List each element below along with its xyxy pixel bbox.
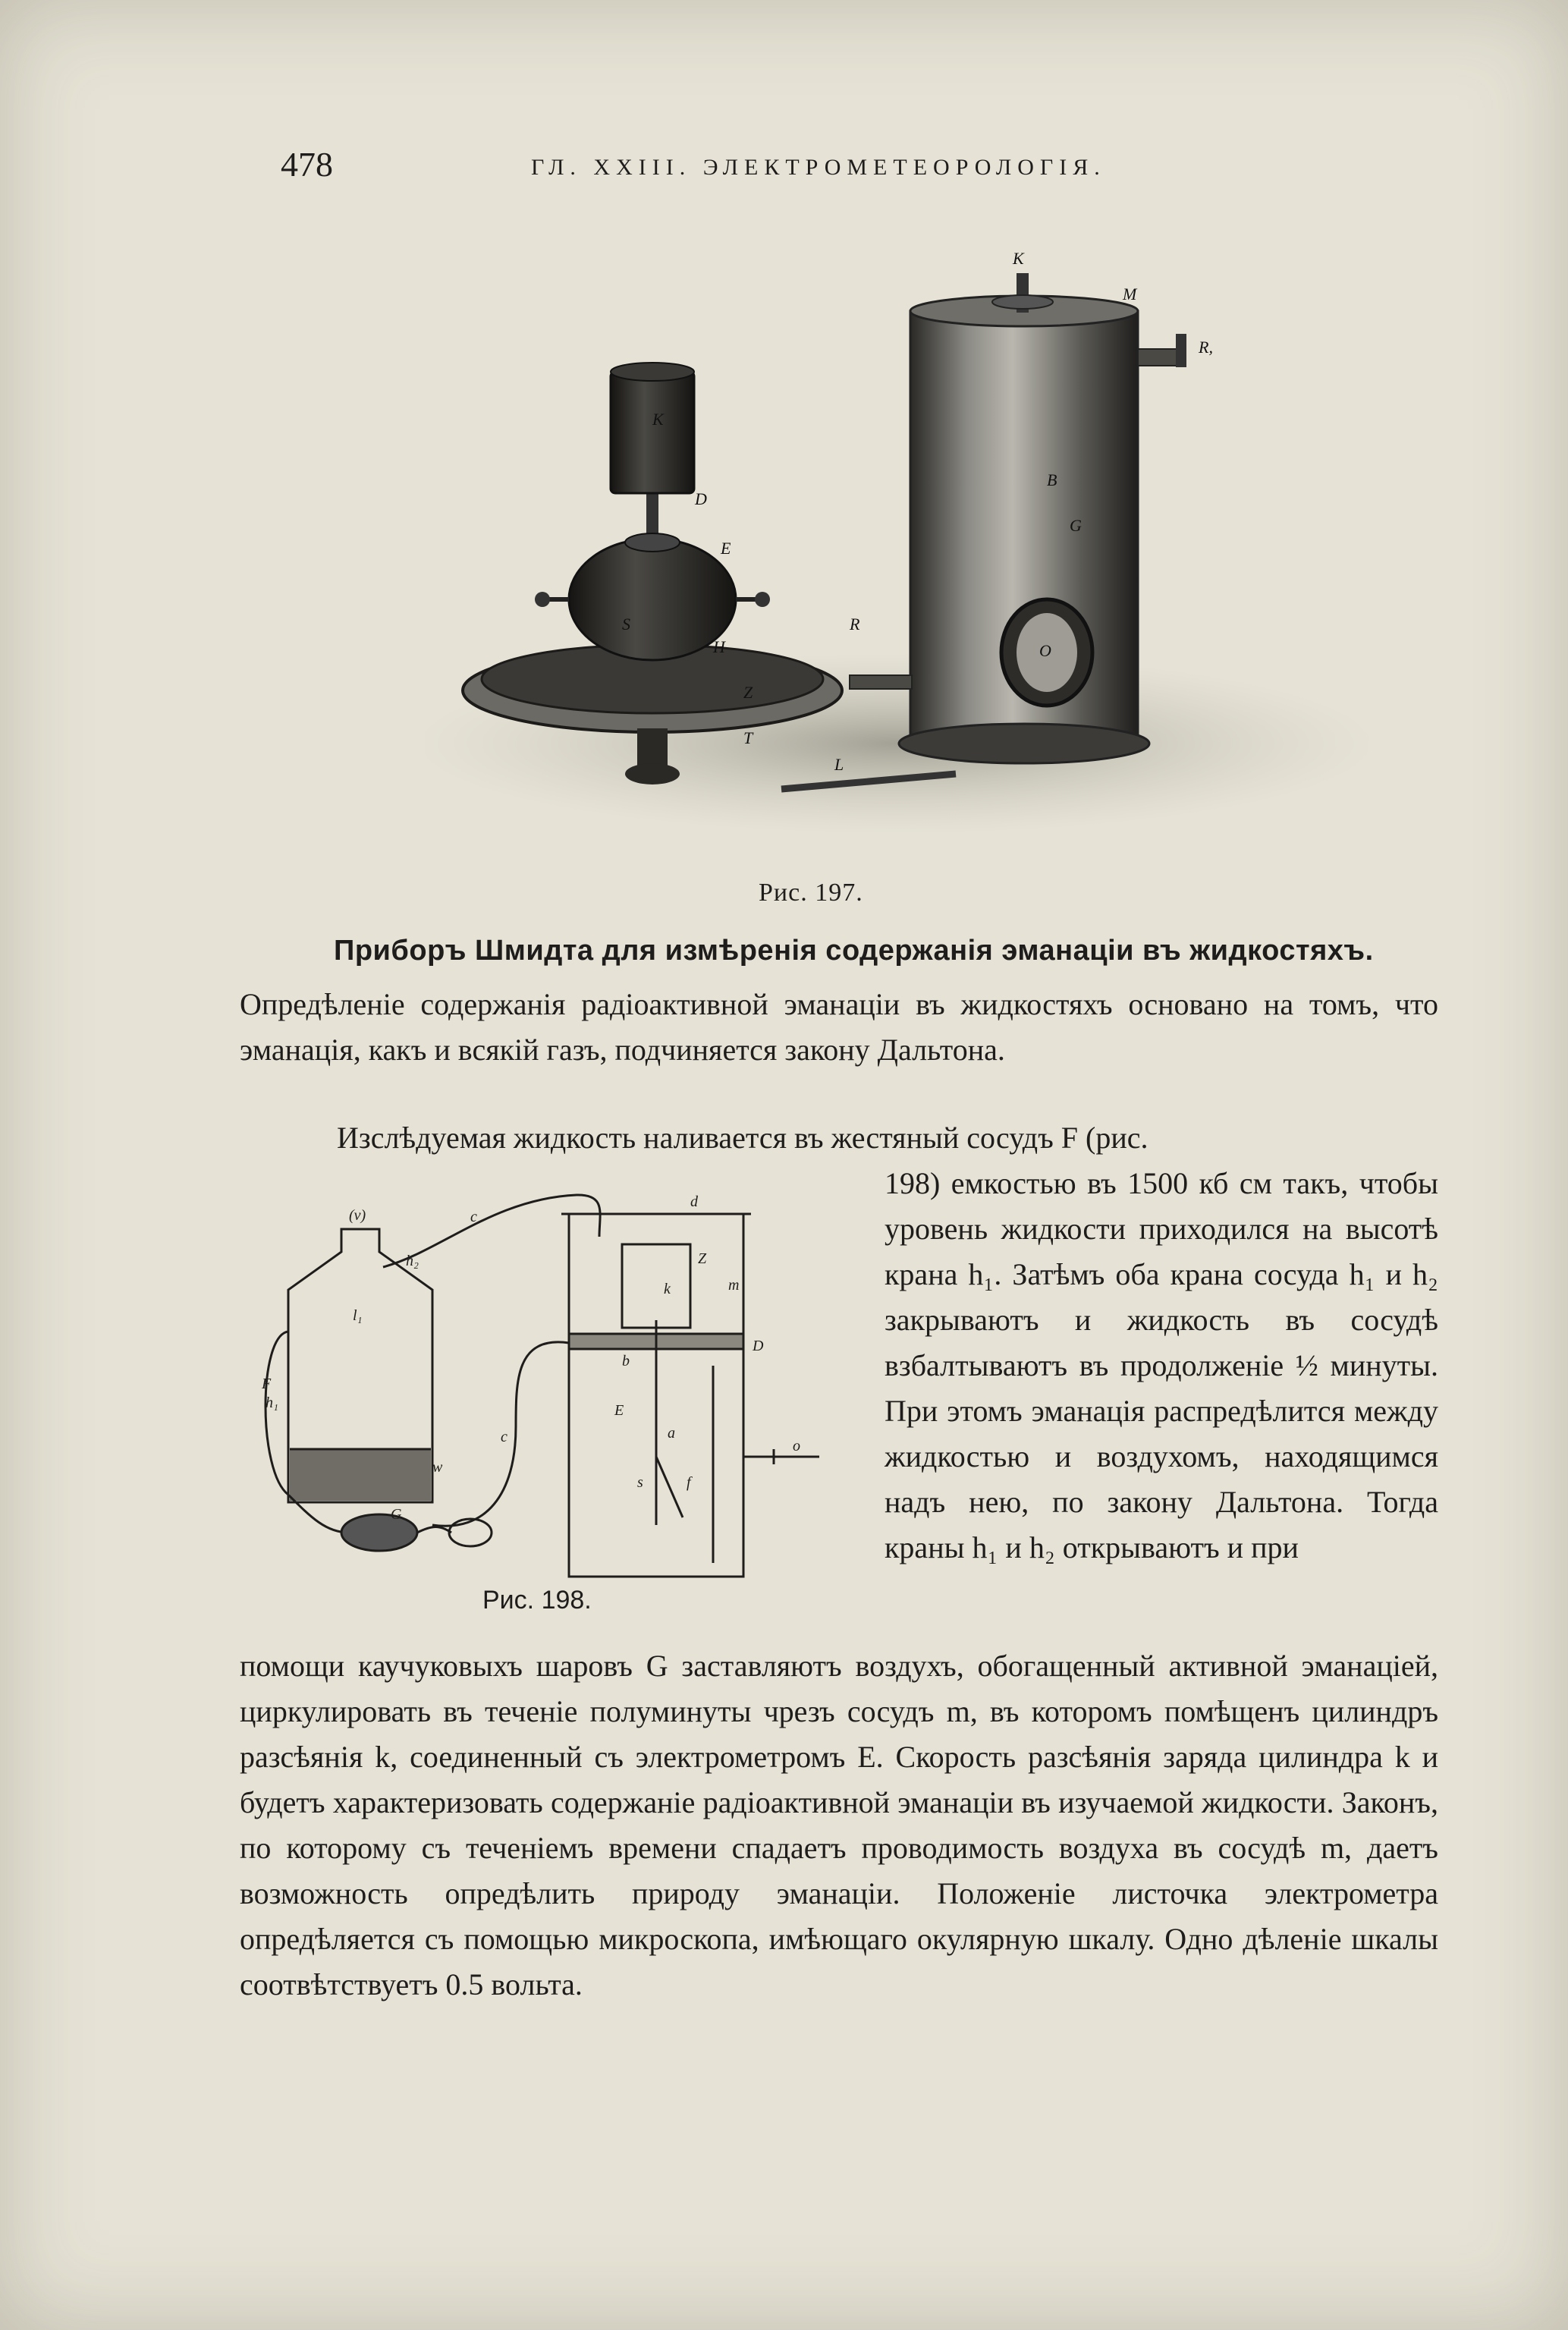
paragraph-2-rest: помощи каучуковыхъ шаровъ G заставляютъ воздухъ, обогащенный активной эманаціей, циркулировать въ теченіе полуминуты чрезъ сосудъ m, въ которомъ помѣщенъ цилиндръ разсѣянія k, соединенный съ электрометромъ E. Скорость разсѣянія заряда цилиндра k и будетъ характеризовать содержаніе радіоактивной эманаціи въ изучаемой жидкости. Законъ, по которому съ теченіемъ времени спадаетъ проводимость воздуха въ сосудѣ m, даетъ возможность опредѣлить природу эманаціи. Положеніе листочка электрометра опредѣляется съ помощью микроскопа, имѣющаго окулярную шкалу. Одно дѣленіе шкалы соотвѣтствуетъ 0.5 вольта. <box>240 1649 1438 2001</box>
fig198-label-h2: h₂ <box>406 1253 419 1269</box>
fig198-label-d: d <box>690 1193 698 1210</box>
label-r-comma: R, <box>1199 338 1213 357</box>
label-l: L <box>834 755 844 774</box>
label-e: E <box>721 539 731 558</box>
label-r: R <box>850 615 860 634</box>
figure-197-caption: Рис. 197. <box>759 879 863 907</box>
label-d: D <box>695 489 707 508</box>
label-o: O <box>1039 641 1051 660</box>
figure-197-illustration <box>425 243 1464 835</box>
label-g: G <box>1070 516 1082 535</box>
label-z: Z <box>743 683 753 702</box>
fig198-label-g: G <box>391 1506 402 1523</box>
fig198-label-l1: l₁ <box>353 1307 363 1324</box>
label-t: T <box>743 728 753 747</box>
fig198-label-s: s <box>637 1474 643 1491</box>
paragraph-1: Опредѣленіе содержанія радіоактивной эманаціи въ жидкостяхъ основано на томъ, что эманація, какъ и всякій газъ, подчиняется закону Дальтона. <box>240 987 1438 1067</box>
fig198-label-b: b <box>622 1353 630 1369</box>
label-k: K <box>652 410 664 429</box>
fig198-label-f: F <box>262 1376 272 1392</box>
label-top-k: K <box>1013 249 1024 268</box>
fig198-label-v: (v) <box>349 1207 366 1224</box>
fig198-label-z: Z <box>698 1250 707 1267</box>
fig198-label-c-top: c <box>470 1209 477 1225</box>
fig198-label-e: E <box>614 1402 624 1419</box>
label-h: H <box>713 637 725 656</box>
fig198-label-c-lower: c <box>501 1429 507 1445</box>
fig198-label-o: o <box>793 1438 800 1454</box>
section-title: Приборъ Шмидта для измѣренія содержанія эманаціи въ жидкостяхъ. <box>334 935 1374 967</box>
fig198-label-a: a <box>668 1425 675 1442</box>
fig198-label-m: m <box>728 1277 740 1294</box>
paragraph-2-first-line: Изслѣдуемая жидкость наливается въ жестяный сосудъ F (рис. <box>337 1121 1149 1155</box>
label-s: S <box>622 615 630 634</box>
label-m: M <box>1123 285 1137 303</box>
page-header <box>0 144 1568 190</box>
fig198-label-k: k <box>664 1281 671 1297</box>
paragraph-2-side-column: 198) емкостью въ 1500 кб см такъ, чтобы уровень жидкости приходился на высотѣ крана h₁. Затѣмъ оба крана сосуда h₁ и h₂ закрываютъ и жидкость въ сосудѣ взбалтываютъ въ продолженіе ½ минуты. При этомъ эманація распредѣлится между жидкостью и воздухомъ, находящимся надъ нею, по закону Дальтона. Тогда краны h₁ и h₂ открываютъ и при <box>885 1166 1438 1564</box>
figure-198-diagram <box>243 1168 872 1593</box>
fig198-label-w: w <box>432 1459 443 1476</box>
fig198-label-d-plate: D <box>753 1338 764 1354</box>
label-b: B <box>1047 470 1057 489</box>
figure-198-caption: Рис. 198. <box>482 1586 592 1615</box>
running-head: ГЛ. XXIII. ЭЛЕКТРОМЕТЕОРОЛОГІЯ. <box>531 155 1106 180</box>
fig198-label-h1: h₁ <box>266 1395 278 1411</box>
fig198-label-f-lower: f <box>687 1474 691 1491</box>
page-number: 478 <box>281 145 333 184</box>
